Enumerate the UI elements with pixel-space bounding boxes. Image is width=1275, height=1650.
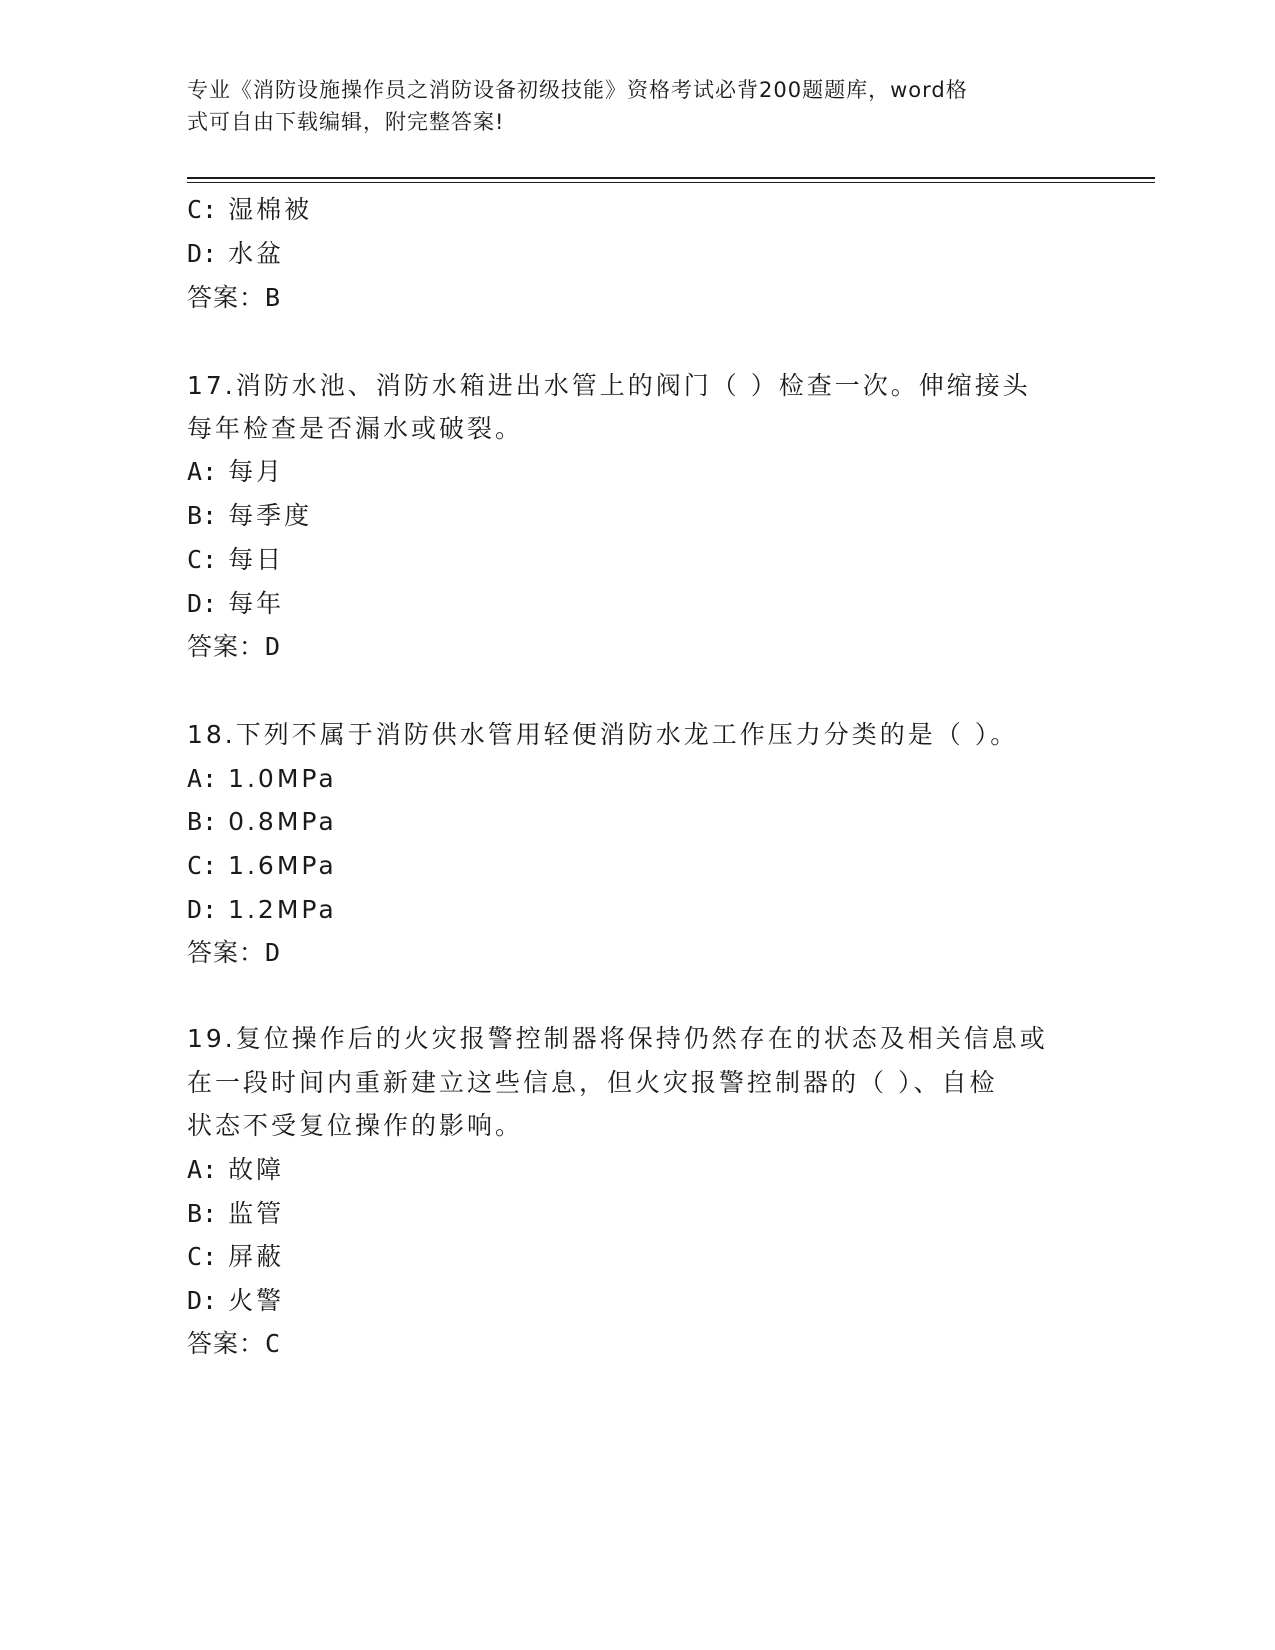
q19-option-a: A: 故障	[187, 1155, 285, 1184]
q18-option-b: B: 0.8MPa	[187, 807, 337, 836]
q18-option-d: D: 1.2MPa	[187, 895, 337, 924]
header-line-2: 式可自由下载编辑，附完整答案!	[187, 110, 505, 134]
q17-option-b: B: 每季度	[187, 501, 313, 530]
q18-option-c: C: 1.6MPa	[187, 851, 337, 880]
q17-stem-line-1: 17.消防水池、消防水箱进出水管上的阀门（ ）检查一次。伸缩接头	[187, 371, 1031, 400]
q19-stem-line-3: 状态不受复位操作的影响。	[187, 1111, 524, 1140]
q17-answer: 答案：D	[187, 632, 282, 661]
q19-answer: 答案：C	[187, 1329, 282, 1358]
q19-stem-line-2: 在一段时间内重新建立这些信息，但火灾报警控制器的（ ）、自检	[187, 1068, 998, 1097]
q16-answer: 答案：B	[187, 283, 282, 312]
q16-option-c: C: 湿棉被	[187, 195, 313, 224]
q19-option-c: C: 屏蔽	[187, 1242, 285, 1271]
q18-stem-line-1: 18.下列不属于消防供水管用轻便消防水龙工作压力分类的是（ ）。	[187, 720, 1019, 749]
q17-stem-line-2: 每年检查是否漏水或破裂。	[187, 414, 524, 443]
header-divider-thick	[187, 177, 1155, 179]
q18-option-a: A: 1.0MPa	[187, 764, 337, 793]
q17-option-a: A: 每月	[187, 457, 285, 486]
q17-option-c: C: 每日	[187, 545, 285, 574]
q19-option-d: D: 火警	[187, 1286, 285, 1315]
q19-option-b: B: 监管	[187, 1199, 285, 1228]
q17-option-d: D: 每年	[187, 589, 285, 618]
header-line-1: 专业《消防设施操作员之消防设备初级技能》资格考试必背200题题库，word格	[187, 78, 968, 102]
q18-answer: 答案：D	[187, 938, 282, 967]
q19-stem-line-1: 19.复位操作后的火灾报警控制器将保持仍然存在的状态及相关信息或	[187, 1024, 1048, 1053]
document-header	[187, 74, 1067, 138]
header-divider-thin	[187, 182, 1155, 183]
q16-option-d: D: 水盆	[187, 239, 285, 268]
